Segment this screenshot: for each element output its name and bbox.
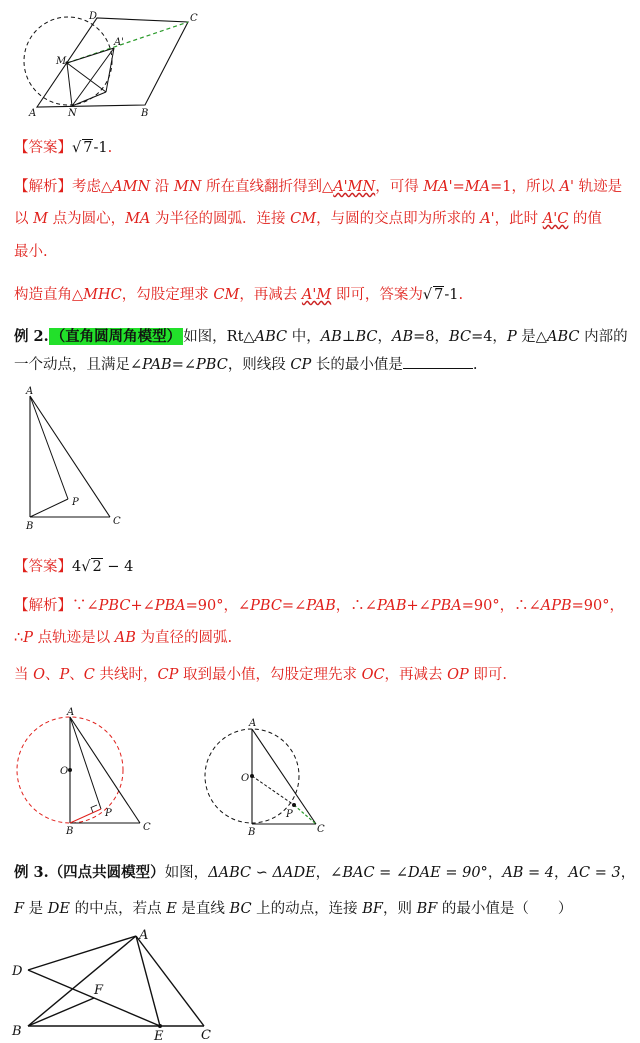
label-F: F xyxy=(94,983,104,998)
example-3-line2: F 是 DE 的中点，若点 E 是直线 BC 上的动点，连接 BF，则 BF 的最小值是（ ） xyxy=(14,901,573,917)
answer-2: 【答案】4√ 2 − 4 xyxy=(14,559,134,575)
label-P: P xyxy=(286,809,293,820)
figure-right-triangle xyxy=(18,384,133,534)
label-O: O xyxy=(241,773,250,784)
analysis-1-line2: 以 M 点为圆心，MA 为半径的圆弧．连接 CM，与圆的交点即为所求的 A'，此时 A'C 的值 xyxy=(14,211,602,227)
figure-circle-red xyxy=(12,706,172,836)
label-B: B xyxy=(248,827,256,836)
label-N: N xyxy=(68,108,77,119)
label-B: B xyxy=(141,108,149,119)
label-B: B xyxy=(26,521,34,532)
label-O: O xyxy=(60,766,69,777)
label-M: M xyxy=(56,56,67,67)
label-P: P xyxy=(72,497,79,508)
example-3-line1: 例 3.（四点共圆模型）如图，ΔABC ∽ ΔADE，∠BAC = ∠DAE = 90°，AB = 4，AC = 3， xyxy=(14,864,636,881)
label-D: D xyxy=(12,964,23,979)
analysis-1-line1: 【解析】考虑△AMN 沿 MN 所在直线翻折得到△A'MN，可得 MA'=MA=1，所以 A' 轨迹是 xyxy=(14,179,623,195)
example-2-model-tag: （直角圆周角模型） xyxy=(50,328,182,345)
label-P: P xyxy=(105,808,112,819)
label-A-prime: A' xyxy=(114,37,124,48)
example-2-line2: 一个动点，且满足∠PAB=∠PBC，则线段 CP 长的最小值是 . xyxy=(14,354,478,376)
label-C: C xyxy=(113,516,121,527)
analysis-2-line3: 当 O、P、C 共线时，CP 取到最小值，勾股定理先求 OC，再减去 OP 即可. xyxy=(14,667,508,683)
label-E: E xyxy=(154,1029,164,1043)
answer-1: 【答案】√ 7-1. xyxy=(14,140,113,156)
label-C: C xyxy=(317,824,325,835)
label-C: C xyxy=(201,1028,211,1043)
label-C: C xyxy=(143,822,151,833)
figure-circle-black xyxy=(194,706,334,836)
figure-circle-parallelogram xyxy=(10,8,210,120)
label-A: A xyxy=(26,386,34,397)
example-2-line1: 例 2. （直角圆周角模型） 如图，Rt△ABC 中，AB⊥BC，AB=8，BC=4，P 是△ABC 内部的 xyxy=(14,328,628,345)
label-A: A xyxy=(29,108,37,119)
label-D: D xyxy=(89,11,98,22)
analysis-1-line3: 最小. xyxy=(14,244,48,260)
analysis-1-line4: 构造直角△MHC，勾股定理求 CM，再减去 A'M 即可，答案为√ 7-1. xyxy=(14,287,464,303)
answer-blank xyxy=(403,354,473,369)
label-B: B xyxy=(12,1024,22,1039)
label-A: A xyxy=(139,928,149,943)
figure-similar-triangles xyxy=(8,926,233,1043)
label-A: A xyxy=(67,707,75,718)
label-C: C xyxy=(190,13,198,24)
label-B: B xyxy=(66,826,74,836)
analysis-2-line2: ∴P 点轨迹是以 AB 为直径的圆弧. xyxy=(14,630,233,646)
label-A: A xyxy=(249,718,257,729)
analysis-2-line1: 【解析】∵∠PBC+∠PBA=90°，∠PBC=∠PAB，∴∠PAB+∠PBA=90°，∴∠APB=90°， xyxy=(14,598,624,614)
